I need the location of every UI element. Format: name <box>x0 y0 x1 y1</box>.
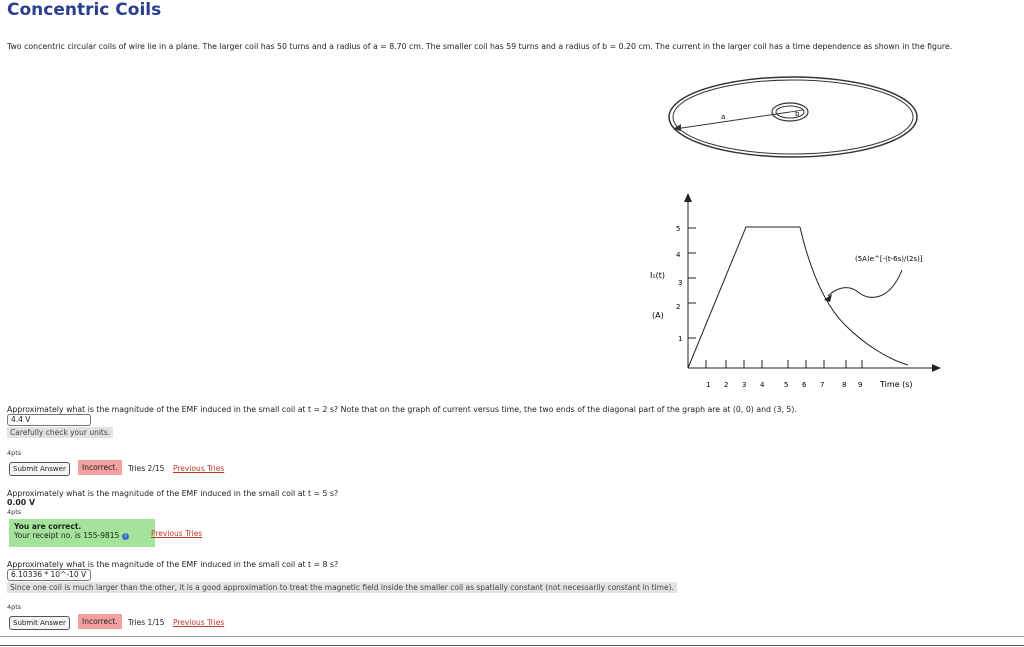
current-decay <box>800 227 908 365</box>
x-tick-4: 4 <box>760 381 765 389</box>
question-3-text: Approximately what is the magnitude of the EMF induced in the small coil at t = 8 s? <box>7 560 339 569</box>
x-tick-6: 6 <box>802 381 807 389</box>
x-axis-label: Time (s) <box>880 380 913 389</box>
y-axis-label: I₁(t) <box>650 271 665 280</box>
label-a: a <box>721 113 726 121</box>
points-2: 4pts <box>7 508 22 516</box>
points-1: 4pts <box>7 449 22 457</box>
y-tick-3: 3 <box>678 279 683 287</box>
y-tick-5: 5 <box>676 225 681 233</box>
divider <box>0 636 1024 637</box>
current-ramp <box>688 227 800 368</box>
large-coil-outer <box>669 77 917 157</box>
x-tick-9: 9 <box>858 381 863 389</box>
correct-box <box>9 519 155 547</box>
points-3: 4pts <box>7 603 22 611</box>
y-tick-2: 2 <box>676 303 681 311</box>
x-axis-arrow <box>932 364 941 372</box>
previous-tries-link-2[interactable]: Previous Tries <box>151 529 203 538</box>
bottom-border <box>0 645 1024 646</box>
decay-formula: (5A)e^[-(t-6s)/(2s)] <box>855 255 923 263</box>
tries-1: Tries 2/15 <box>128 464 165 473</box>
question-2-text: Approximately what is the magnitude of the EMF induced in the small coil at t = 5 s? <box>7 489 339 498</box>
x-tick-8: 8 <box>842 381 847 389</box>
tries-3: Tries 1/15 <box>128 618 165 627</box>
y-tick-4: 4 <box>676 251 681 259</box>
x-tick-3: 3 <box>742 381 747 389</box>
hint-3: Since one coil is much larger than the other, it is a good approximation to treat the magnetic field inside the smaller coil as spatially constant (not necessarily constant in time). <box>7 582 677 593</box>
receipt-line <box>14 531 150 540</box>
coils-figure <box>665 72 925 172</box>
radius-a-line <box>675 112 790 129</box>
answer-input-1[interactable]: 4.4 V <box>7 414 91 426</box>
y-tick-1: 1 <box>678 335 683 343</box>
submit-answer-button-3[interactable]: Submit Answer <box>9 616 70 630</box>
previous-tries-link-1[interactable]: Previous Tries <box>173 464 225 473</box>
previous-tries-link-3[interactable]: Previous Tries <box>173 618 225 627</box>
x-tick-7: 7 <box>820 381 825 389</box>
answer-2: 0.00 V <box>7 498 35 507</box>
correct-title: You are correct. <box>14 522 82 531</box>
y-axis-arrow <box>684 193 692 202</box>
x-tick-2: 2 <box>724 381 729 389</box>
page-title: Concentric Coils <box>7 0 162 20</box>
info-icon[interactable]: i <box>122 533 129 540</box>
answer-input-3[interactable]: 6.10336 * 10^-10 V <box>7 569 91 581</box>
submit-answer-button-1[interactable]: Submit Answer <box>9 462 70 476</box>
question-1-text: Approximately what is the magnitude of the EMF induced in the small coil at t = 2 s? Note that on the graph of current versus time, the two ends of the diagonal part of the graph are at (0, 0) and (3, 5). <box>7 405 797 414</box>
x-tick-1: 1 <box>706 381 711 389</box>
problem-intro: Two concentric circular coils of wire lie in a plane. The larger coil has 50 turns and a radius of a = 8.70 cm. The smaller coil has 59 turns and a radius of b = 0.20 cm. The current in the larger coil has a time dependence as shown in the figure. <box>7 42 953 51</box>
label-b: b <box>795 110 800 118</box>
y-axis-unit: (A) <box>652 311 664 320</box>
receipt-text: Your receipt no. is 155-9815 <box>14 531 120 540</box>
x-tick-5: 5 <box>784 381 789 389</box>
current-graph <box>640 190 950 395</box>
hint-1: Carefully check your units. <box>7 427 113 438</box>
large-coil-inner <box>673 80 913 154</box>
annotation-pointer <box>828 270 902 297</box>
incorrect-badge-1: Incorrect. <box>78 460 122 475</box>
incorrect-badge-3: Incorrect. <box>78 614 122 629</box>
